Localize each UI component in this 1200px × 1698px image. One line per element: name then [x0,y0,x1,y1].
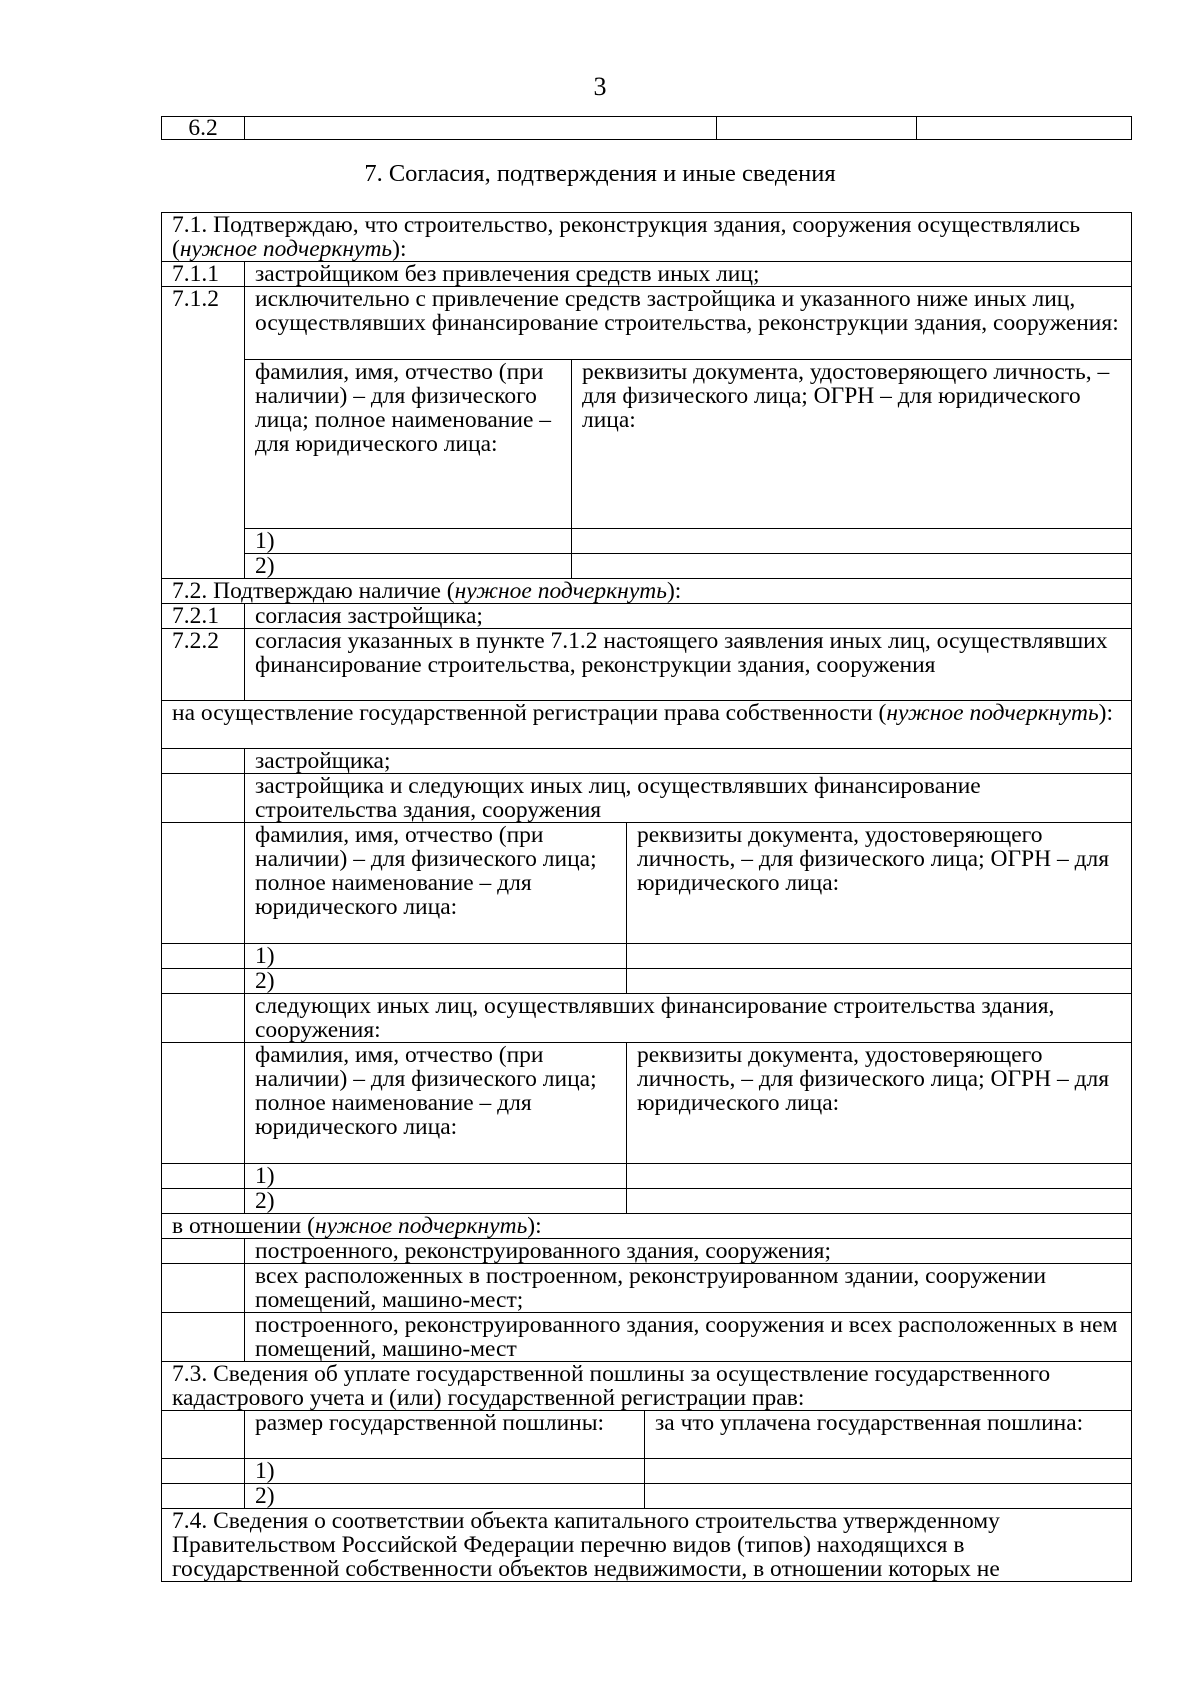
item-number: 7.1.1 [162,262,245,287]
column-header: реквизиты документа, удостоверяющего личность, – для физического лица; ОГРН – для юридического лица: [627,1043,1132,1164]
table-cell[interactable] [717,117,917,140]
table-cell [162,749,245,774]
option-other-persons[interactable]: следующих иных лиц, осуществлявших финансирование строительства здания, сооружения: [245,994,1132,1043]
section-7-1-heading: 7.1. Подтверждаю, что строительство, реконструкция здания, сооружения осуществлялись (нужное подчеркнуть): [162,213,1132,262]
table-row [162,1043,1132,1164]
column-header: реквизиты документа, удостоверяющего личность, – для физического лица; ОГРН – для юридического лица: [572,360,1132,529]
table-cell [162,774,245,823]
section-7-4-heading: 7.4. Сведения о соответствии объекта капитального строительства утвержденному Правительством Российской Федерации перечню видов (типов) находящихся в государственной собственности объектов недвижимости, в отношении которых не [162,1509,1132,1582]
option-building[interactable]: построенного, реконструированного здания, сооружения; [245,1239,1132,1264]
column-header: за что уплачена государственная пошлина: [645,1411,1132,1459]
table-row [162,969,1132,994]
table-cell [162,1239,245,1264]
table-row [162,117,1132,140]
table-row [162,1459,1132,1484]
table-row [162,944,1132,969]
table-row [162,213,1132,262]
row-label: 2) [245,969,627,994]
item-number: 7.2.1 [162,604,245,629]
table-row [162,1164,1132,1189]
option-7-1-1[interactable]: застройщиком без привлечения средств иных лиц; [245,262,1132,287]
option-building-and-premises[interactable]: построенного, реконструированного здания, сооружения и всех расположенных в нем помещений, машино-мест [245,1313,1132,1362]
table-cell [162,1484,245,1509]
table-row [162,1411,1132,1459]
table-row [162,749,1132,774]
row-label: 2) [245,1189,627,1214]
table-row [162,1264,1132,1313]
table-row [162,554,1132,579]
row-number: 6.2 [162,117,245,140]
section-title: 7. Согласия, подтверждения и иные сведения [364,160,836,187]
page-number: 3 [593,72,607,101]
column-header: реквизиты документа, удостоверяющего личность, – для физического лица; ОГРН – для юридического лица: [627,823,1132,944]
option-premises[interactable]: всех расположенных в построенном, реконструированном здании, сооружении помещений, машино-мест; [245,1264,1132,1313]
table-row [162,579,1132,604]
option-developer-and-others[interactable]: застройщика и следующих иных лиц, осуществлявших финансирование строительства здания, сооружения [245,774,1132,823]
table-cell [162,1164,245,1189]
section-7-table [161,212,1132,1582]
table-row [162,529,1132,554]
row-label: 2) [245,1484,645,1509]
table-row [162,1484,1132,1509]
table-row [162,1313,1132,1362]
table-row [162,262,1132,287]
table-cell [162,994,245,1043]
table-cell [162,1043,245,1164]
relation-heading: в отношении (нужное подчеркнуть): [162,1214,1132,1239]
column-header: фамилия, имя, отчество (при наличии) – для физического лица; полное наименование – для юридического лица: [245,1043,627,1164]
registration-heading: на осуществление государственной регистрации права собственности (нужное подчеркнуть): [162,701,1132,749]
table-cell[interactable] [627,969,1132,994]
table-cell [162,969,245,994]
table-row [162,629,1132,701]
table-cell [162,1411,245,1459]
option-7-2-1[interactable]: согласия застройщика; [245,604,1132,629]
table-cell[interactable] [917,117,1132,140]
table-row [162,994,1132,1043]
column-header: фамилия, имя, отчество (при наличии) – для физического лица; полное наименование – для юридического лица: [245,360,572,529]
table-row [162,287,1132,360]
table-cell [162,1189,245,1214]
table-row [162,1239,1132,1264]
table-cell[interactable] [627,1189,1132,1214]
row-label: 1) [245,1164,627,1189]
table-cell[interactable] [245,117,717,140]
column-header: фамилия, имя, отчество (при наличии) – для физического лица; полное наименование – для юридического лица: [245,823,627,944]
table-cell[interactable] [645,1459,1132,1484]
table-cell [162,1264,245,1313]
option-developer[interactable]: застройщика; [245,749,1132,774]
table-cell [162,1459,245,1484]
item-number: 7.1.2 [162,287,245,579]
row-label: 1) [245,529,572,554]
section-7-3-heading: 7.3. Сведения об уплате государственной пошлины за осуществление государственного кадастрового учета и (или) государственной регистрации прав: [162,1362,1132,1411]
option-7-2-2[interactable]: согласия указанных в пункте 7.1.2 настоящего заявления иных лиц, осуществлявших финансирование строительства, реконструкции здания, сооружения [245,629,1132,701]
table-row [162,1189,1132,1214]
table-row [162,823,1132,944]
table-row [162,604,1132,629]
row-label: 1) [245,1459,645,1484]
section-7-2-heading: 7.2. Подтверждаю наличие (нужное подчеркнуть): [162,579,1132,604]
column-header: размер государственной пошлины: [245,1411,645,1459]
table-cell[interactable] [572,529,1132,554]
table-cell[interactable] [627,1164,1132,1189]
row-label: 2) [245,554,572,579]
item-number: 7.2.2 [162,629,245,701]
table-cell [162,944,245,969]
table-row [162,1214,1132,1239]
table-cell [162,1313,245,1362]
option-7-1-2[interactable]: исключительно с привлечение средств застройщика и указанного ниже иных лиц, осуществлявших финансирование строительства, реконструкции здания, сооружения: [245,287,1132,360]
table-cell[interactable] [572,554,1132,579]
table-row [162,360,1132,529]
table-cell [162,823,245,944]
table-cell[interactable] [627,944,1132,969]
table-row [162,1509,1132,1582]
table-cell[interactable] [645,1484,1132,1509]
table-row [162,701,1132,749]
table-6-2 [161,116,1132,140]
table-row [162,1362,1132,1411]
row-label: 1) [245,944,627,969]
table-row [162,774,1132,823]
